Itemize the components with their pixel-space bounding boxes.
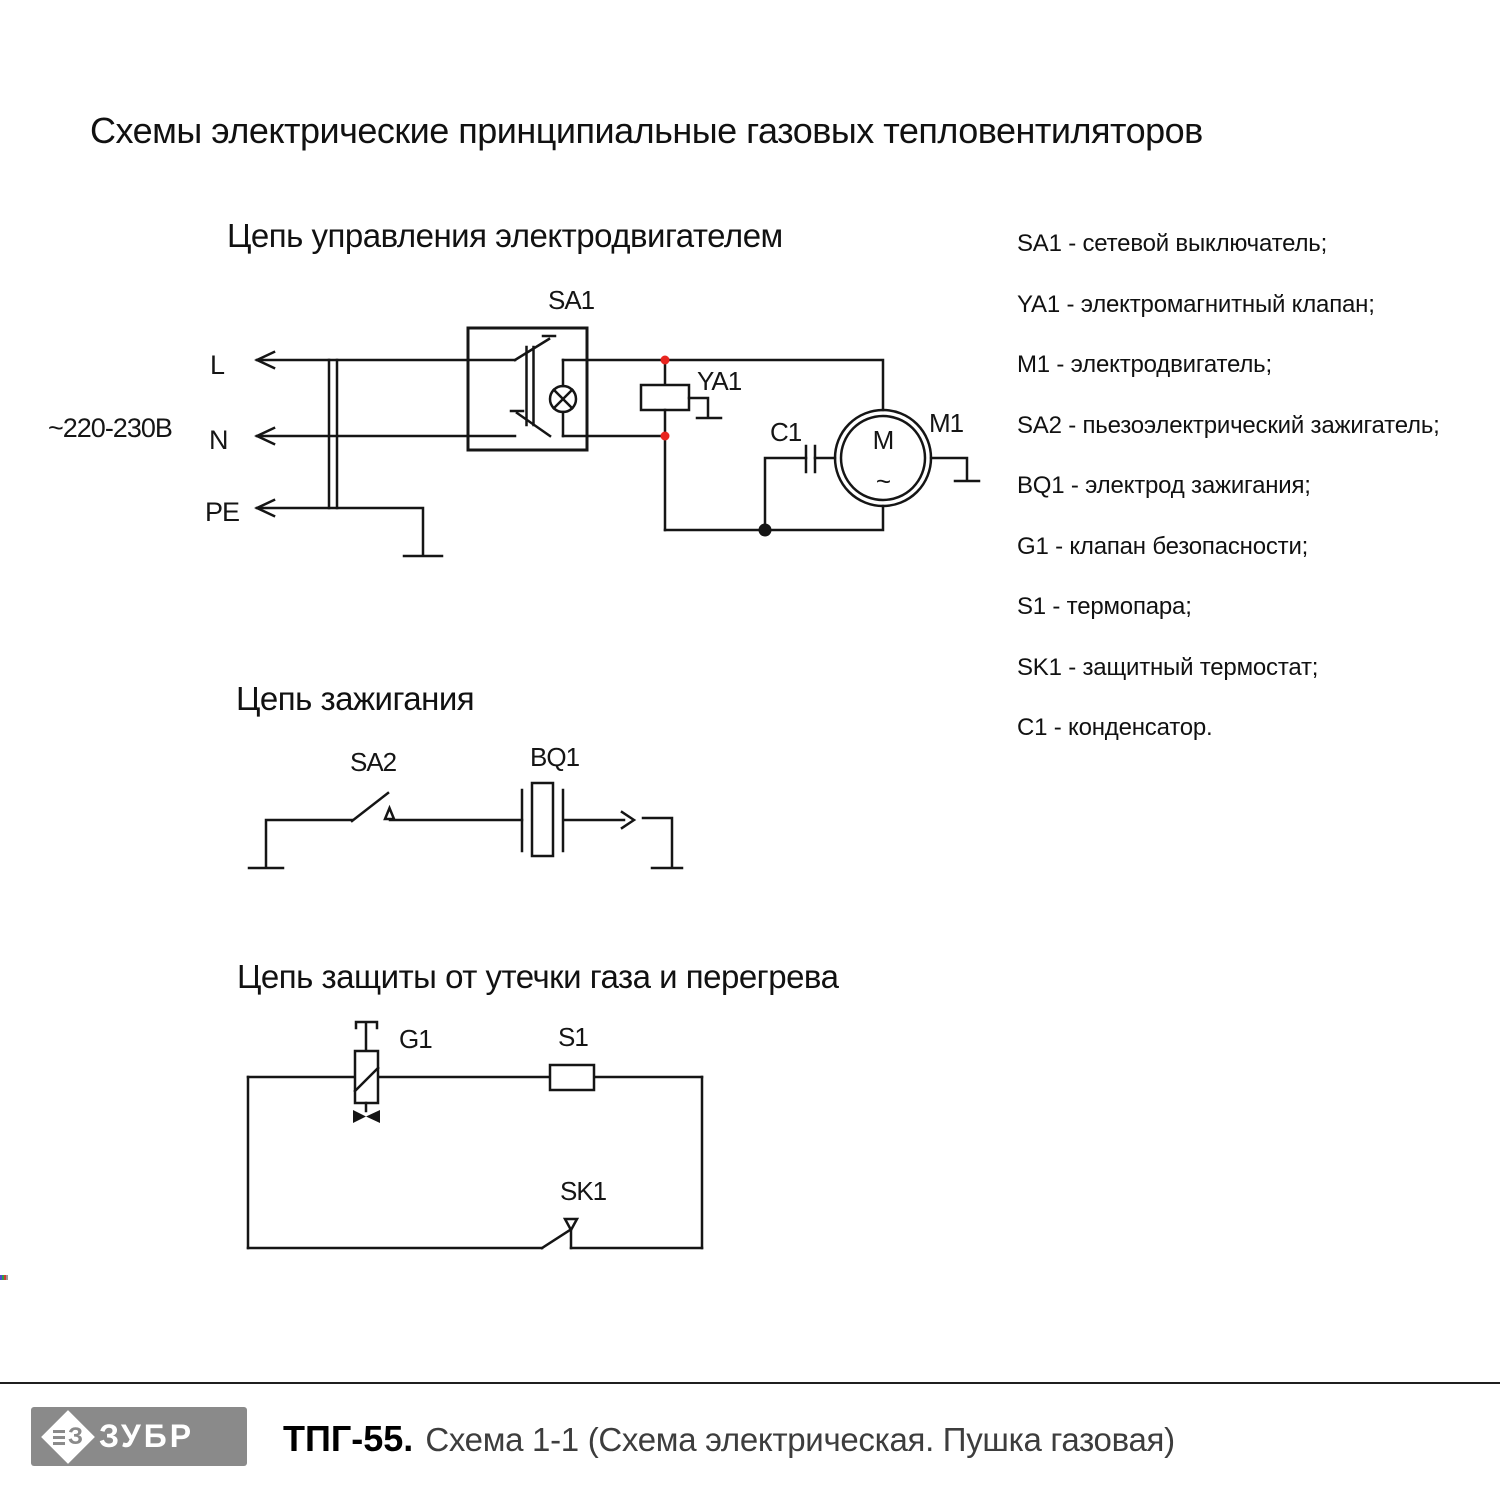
motor-ac-sign: ~ — [875, 466, 891, 496]
zubr-logo — [31, 1407, 247, 1466]
zubr-logo-mark-icon — [41, 1410, 95, 1464]
brand-name: ЗУБР — [99, 1418, 195, 1454]
model-label: ТПГ-55. — [283, 1418, 414, 1459]
edge-artifact — [0, 1275, 8, 1280]
safety-valve-g1 — [353, 1022, 380, 1123]
thermostat-sk1-contact — [542, 1219, 577, 1248]
piezo-electrode-bq1 — [522, 783, 563, 856]
supply-voltage-label: ~220-230В — [48, 413, 172, 443]
ground-icon — [249, 820, 352, 868]
terminal-pe-label: PE — [205, 497, 240, 527]
bq1-label: BQ1 — [530, 742, 580, 772]
legend-item-s1: S1 - термопара; — [1017, 593, 1192, 620]
ground-icon — [643, 818, 682, 868]
wire-bottom — [665, 506, 883, 530]
valve-bowtie-icon — [366, 1110, 380, 1123]
wire-pe-ground-icon — [257, 508, 442, 556]
logo-speed-lines-icon — [53, 1435, 65, 1438]
sa1-label: SA1 — [548, 285, 595, 315]
motor-control-circuit-title: Цепь управления электродвигателем — [227, 217, 783, 254]
legend-item-ya1: YA1 - электромагнитный клапан; — [1017, 290, 1375, 318]
terminal-l-label: L — [210, 350, 225, 380]
legend-item-m1: M1 - электродвигатель; — [1017, 351, 1272, 378]
legend-item-g1: G1 - клапан безопасности; — [1017, 532, 1309, 560]
connection-dot-red — [661, 356, 670, 365]
m1-label: M1 — [929, 408, 964, 438]
indicator-lamp-icon — [550, 360, 576, 436]
scheme-caption: Схема 1-1 (Схема электрическая. Пушка газовая) — [425, 1421, 1175, 1458]
page-title: Схемы электрические принципиальные газовых тепловентиляторов — [90, 110, 1203, 151]
switch-sa1-contacts — [511, 336, 555, 436]
c1-label: C1 — [770, 417, 802, 447]
footer-caption — [283, 1418, 1175, 1460]
legend-item-sa1: SA1 - сетевой выключатель; — [1017, 230, 1328, 257]
motor-control-circuit — [48, 285, 979, 556]
sk1-label: SK1 — [560, 1176, 607, 1206]
ignition-circuit — [249, 742, 682, 868]
logo-glyph: З — [67, 1422, 84, 1450]
motor-letter: М — [872, 425, 894, 455]
ground-icon — [689, 398, 721, 418]
capacitor-c1 — [765, 446, 835, 530]
terminal-n-label: N — [209, 425, 228, 455]
protection-circuit — [248, 1022, 702, 1248]
valve-bowtie-icon — [353, 1110, 366, 1123]
connection-dot-red — [661, 432, 670, 441]
legend-item-bq1: BQ1 - электрод зажигания; — [1017, 472, 1311, 499]
ignition-circuit-title: Цепь зажигания — [236, 680, 475, 717]
protection-circuit-title: Цепь защиты от утечки газа и перегрева — [237, 958, 839, 995]
ya1-label: YA1 — [697, 366, 742, 396]
legend-item-c1: C1 - конденсатор. — [1017, 714, 1213, 741]
legend-item-sk1: SK1 - защитный термостат; — [1017, 653, 1319, 681]
junction-dot — [759, 524, 772, 537]
legend-item-sa2: SA2 - пьезоэлектрический зажигатель; — [1017, 411, 1440, 439]
sa2-label: SA2 — [350, 747, 397, 777]
thermocouple-s1 — [550, 1065, 594, 1090]
s1-label: S1 — [558, 1022, 588, 1052]
footer-divider — [0, 1382, 1500, 1384]
switch-sa2-contact — [352, 793, 394, 821]
cable-marker — [329, 360, 337, 508]
g1-label: G1 — [399, 1024, 432, 1054]
ground-icon — [931, 458, 979, 481]
